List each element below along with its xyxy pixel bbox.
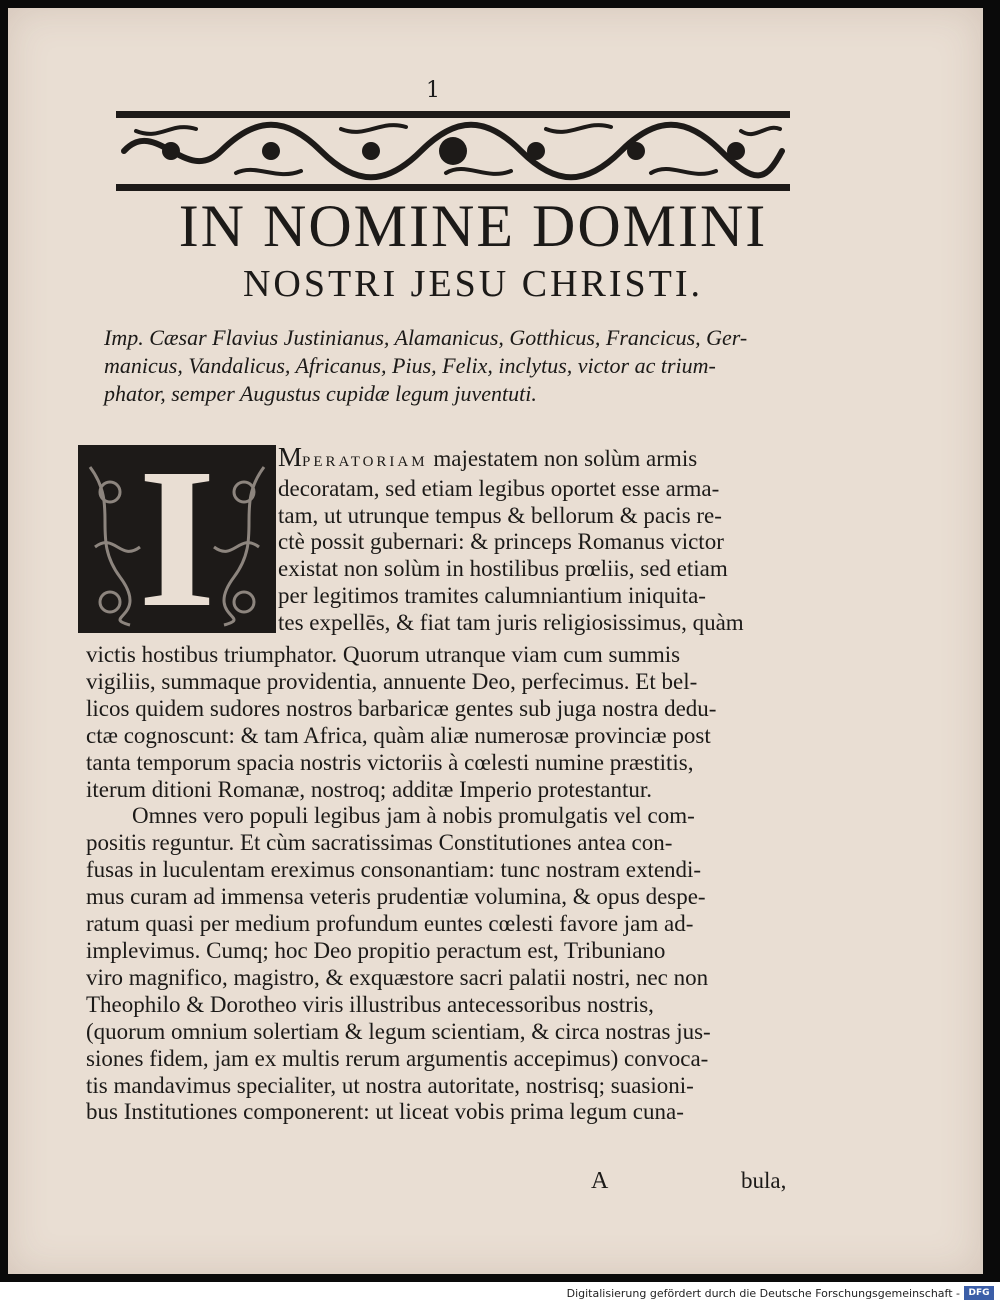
body-text (86, 642, 806, 1126)
first-word-capital: M (278, 442, 303, 472)
text-line: tis mandavimus specialiter, ut nostra autoritate, nostrisq; suasioni- (86, 1072, 694, 1098)
subtitle-line: manicus, Vandalicus, Africanus, Pius, Felix, inclytus, victor ac trium- (104, 353, 716, 378)
text-line: existat non solùm in hostilibus prœliis, sed etiam (278, 556, 728, 582)
text-line: tam, ut utrunque tempus & bellorum & pacis re- (278, 502, 722, 528)
signature-mark: A (591, 1168, 609, 1194)
imperial-titles-subtitle (104, 324, 804, 408)
text-line: per legitimos tramites calumniantium iniquita- (278, 582, 706, 608)
main-title-line-1: IN NOMINE DOMINI (178, 193, 768, 259)
subtitle-line: Imp. Cæsar Flavius Justinianus, Alamanicus, Gotthicus, Francicus, Ger- (104, 325, 748, 350)
text-line: victis hostibus triumphator. Quorum utranque viam cum summis (86, 642, 681, 667)
text-line-content: majestatem non solùm armis (433, 446, 698, 471)
drop-cap-letter: I (138, 428, 216, 649)
text-line: ctæ cognoscunt: & tam Africa, quàm aliæ numerosæ provinciæ post (86, 722, 711, 748)
text-line: viro magnifico, magistro, & exquæstore sacri palatii nostri, nec non (86, 964, 709, 990)
decorative-headpiece-ornament (116, 111, 790, 191)
text-line: Theophilo & Dorotheo viris illustribus antecessoribus nostris, (86, 991, 654, 1017)
dfg-logo[interactable]: DFG (964, 1286, 994, 1300)
text-line: tes expellēs, & fiat tam juris religiosissimus, quàm (278, 609, 744, 635)
text-line: mus curam ad immensa veteris prudentiæ volumina, & opus despe- (86, 884, 706, 910)
text-line: iterum ditioni Romanæ, nostroq; additæ Imperio protestantur. (86, 776, 652, 802)
first-word-small-caps: PERATORIAM (302, 454, 428, 470)
digitization-footer (0, 1282, 1000, 1305)
book-page (8, 8, 983, 1274)
text-line-paragraph-start: Omnes vero populi legibus jam à nobis promulgatis vel com- (132, 803, 695, 829)
text-line: ratum quasi per medium profundum euntes cœlesti favore jam ad- (86, 911, 694, 937)
page-number: 1 (426, 78, 440, 103)
text-line: fusas in luculentam ereximus consonantiam: tunc nostram extendi- (86, 857, 702, 883)
catchword: bula, (741, 1168, 787, 1193)
subtitle-line: phator, semper Augustus cupidæ legum juventuti. (104, 381, 537, 406)
text-line: implevimus. Cumq; hoc Deo propitio peractum est, Tribuniano (86, 937, 666, 963)
text-line: tanta temporum spacia nostris victoriis à cœlesti numine præstitis, (86, 749, 694, 775)
text-line: (quorum omnium solertiam & legum scientiam, & circa nostras jus- (86, 1018, 711, 1044)
text-line: decoratam, sed etiam legibus oportet esse arma- (278, 475, 720, 501)
opening-paragraph-wrapped-lines (278, 444, 808, 637)
text-line (278, 444, 808, 476)
text-line: bus Institutiones componerent: ut liceat vobis prima legum cuna- (86, 1099, 684, 1125)
text-line: siones fidem, jam ex multis rerum argumentis accepimus) convoca- (86, 1045, 709, 1071)
text-line: ctè possit gubernari: & princeps Romanus victor (278, 529, 724, 555)
text-line: licos quidem sudores nostros barbaricæ gentes sub juga nostra dedu- (86, 695, 717, 721)
decorated-initial-drop-cap (78, 428, 276, 649)
text-line: positis reguntur. Et cùm sacratissimas Constitutiones antea con- (86, 830, 673, 856)
funding-notice: Digitalisierung gefördert durch die Deutsche Forschungsgemeinschaft - (566, 1287, 960, 1300)
text-line: vigiliis, summaque providentia, annuente Deo, perfecimus. Et bel- (86, 668, 698, 694)
main-title-line-2: NOSTRI JESU CHRISTI. (242, 263, 704, 305)
